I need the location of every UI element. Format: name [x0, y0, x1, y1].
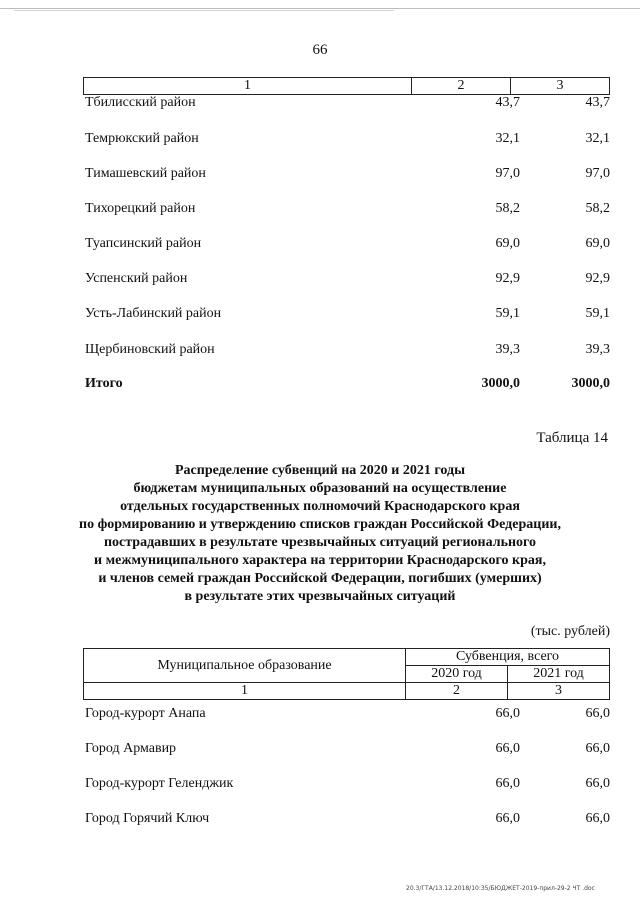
- table2-row: [85, 811, 610, 829]
- table2-col-num-2: 2: [406, 683, 508, 700]
- title-line: и членов семей граждан Российской Федерации, погибших (умерших): [98, 571, 542, 586]
- table2-row: [85, 776, 610, 794]
- row-value-2020: 66,0: [495, 741, 520, 756]
- row-value-2020: 97,0: [495, 166, 520, 181]
- table1-row: [85, 342, 610, 360]
- row-value-2020: 39,3: [495, 342, 520, 357]
- table1-row: [85, 95, 610, 113]
- row-value-2020: 59,1: [495, 306, 520, 321]
- row-value-2021: 66,0: [585, 776, 610, 791]
- row-name: Туапсинский район: [85, 236, 202, 251]
- row-value-2021: 66,0: [585, 706, 610, 721]
- title-line: и межмуниципального характера на территории Краснодарского края,: [94, 553, 546, 568]
- row-value-2020: 32,1: [495, 131, 520, 146]
- row-value-2021: 66,0: [585, 811, 610, 826]
- table1-row: [85, 236, 610, 254]
- total-value-2020: 3000,0: [481, 376, 520, 391]
- page-number: 66: [312, 42, 328, 58]
- scan-top-edge: [0, 8, 640, 9]
- table2-row: [85, 741, 610, 759]
- table1-col-2: 2: [412, 78, 511, 95]
- table1-col-1: 1: [84, 78, 412, 95]
- row-name: Тбилисский район: [85, 95, 196, 110]
- table1-total-row: [85, 376, 610, 394]
- table1-row: [85, 271, 610, 289]
- table2-col-num-1: 1: [84, 683, 406, 700]
- scan-top-edge-shadow: [14, 10, 394, 11]
- row-value-2020: 66,0: [495, 811, 520, 826]
- title-line: пострадавших в результате чрезвычайных ситуаций регионального: [103, 535, 537, 550]
- row-name: Успенский район: [85, 271, 188, 286]
- title-line: Распределение субвенций на 2020 и 2021 годы: [175, 463, 465, 478]
- unit-label: (тыс. рублей): [530, 624, 610, 639]
- row-name: Город Армавир: [85, 741, 177, 756]
- col-2021-header: 2021 год: [508, 666, 610, 683]
- row-value-2020: 92,9: [495, 271, 520, 286]
- row-name: Город Горячий Ключ: [85, 811, 210, 826]
- table-label: Таблица 14: [536, 430, 608, 446]
- row-name: Город-курорт Анапа: [85, 706, 206, 721]
- table2-row: [85, 706, 610, 724]
- total-label: Итого: [85, 376, 123, 391]
- col-municipality-header: Муниципальное образование: [84, 649, 406, 683]
- table1-row: [85, 306, 610, 324]
- col-subvention-header: Субвенция, всего: [406, 649, 610, 666]
- row-value-2021: 59,1: [585, 306, 610, 321]
- col-2020-header: 2020 год: [406, 666, 508, 683]
- row-value-2021: 39,3: [585, 342, 610, 357]
- row-name: Тимашевский район: [85, 166, 206, 181]
- table1-header: [83, 77, 610, 95]
- title-line: бюджетам муниципальных образований на осуществление: [133, 481, 507, 496]
- row-value-2021: 97,0: [585, 166, 610, 181]
- title-line: в результате этих чрезвычайных ситуаций: [184, 589, 456, 604]
- table1-row: [85, 131, 610, 149]
- table2-header: [83, 648, 610, 700]
- row-value-2021: 92,9: [585, 271, 610, 286]
- row-value-2020: 69,0: [495, 236, 520, 251]
- table-title: [40, 462, 600, 606]
- row-name: Темрюкский район: [85, 131, 199, 146]
- row-value-2020: 43,7: [495, 95, 520, 110]
- file-path-footer: 20.3/ГТА/13.12.2018/10:35/БЮДЖЕТ-2019-прил-29-2 ЧТ .doc: [406, 885, 595, 892]
- title-line: отдельных государственных полномочий Краснодарского края: [120, 499, 520, 514]
- table1-col-3: 3: [511, 78, 610, 95]
- row-value-2021: 66,0: [585, 741, 610, 756]
- row-value-2020: 66,0: [495, 776, 520, 791]
- row-name: Тихорецкий район: [85, 201, 196, 216]
- table1-row: [85, 166, 610, 184]
- row-value-2021: 69,0: [585, 236, 610, 251]
- row-value-2021: 58,2: [585, 201, 610, 216]
- row-value-2021: 43,7: [585, 95, 610, 110]
- title-line: по формированию и утверждению списков граждан Российской Федерации,: [79, 517, 561, 532]
- row-name: Щербиновский район: [85, 342, 215, 357]
- row-value-2021: 32,1: [585, 131, 610, 146]
- table1-row: [85, 201, 610, 219]
- total-value-2021: 3000,0: [571, 376, 610, 391]
- table2-col-num-3: 3: [508, 683, 610, 700]
- row-name: Усть-Лабинский район: [85, 306, 222, 321]
- row-name: Город-курорт Геленджик: [85, 776, 234, 791]
- row-value-2020: 58,2: [495, 201, 520, 216]
- row-value-2020: 66,0: [495, 706, 520, 721]
